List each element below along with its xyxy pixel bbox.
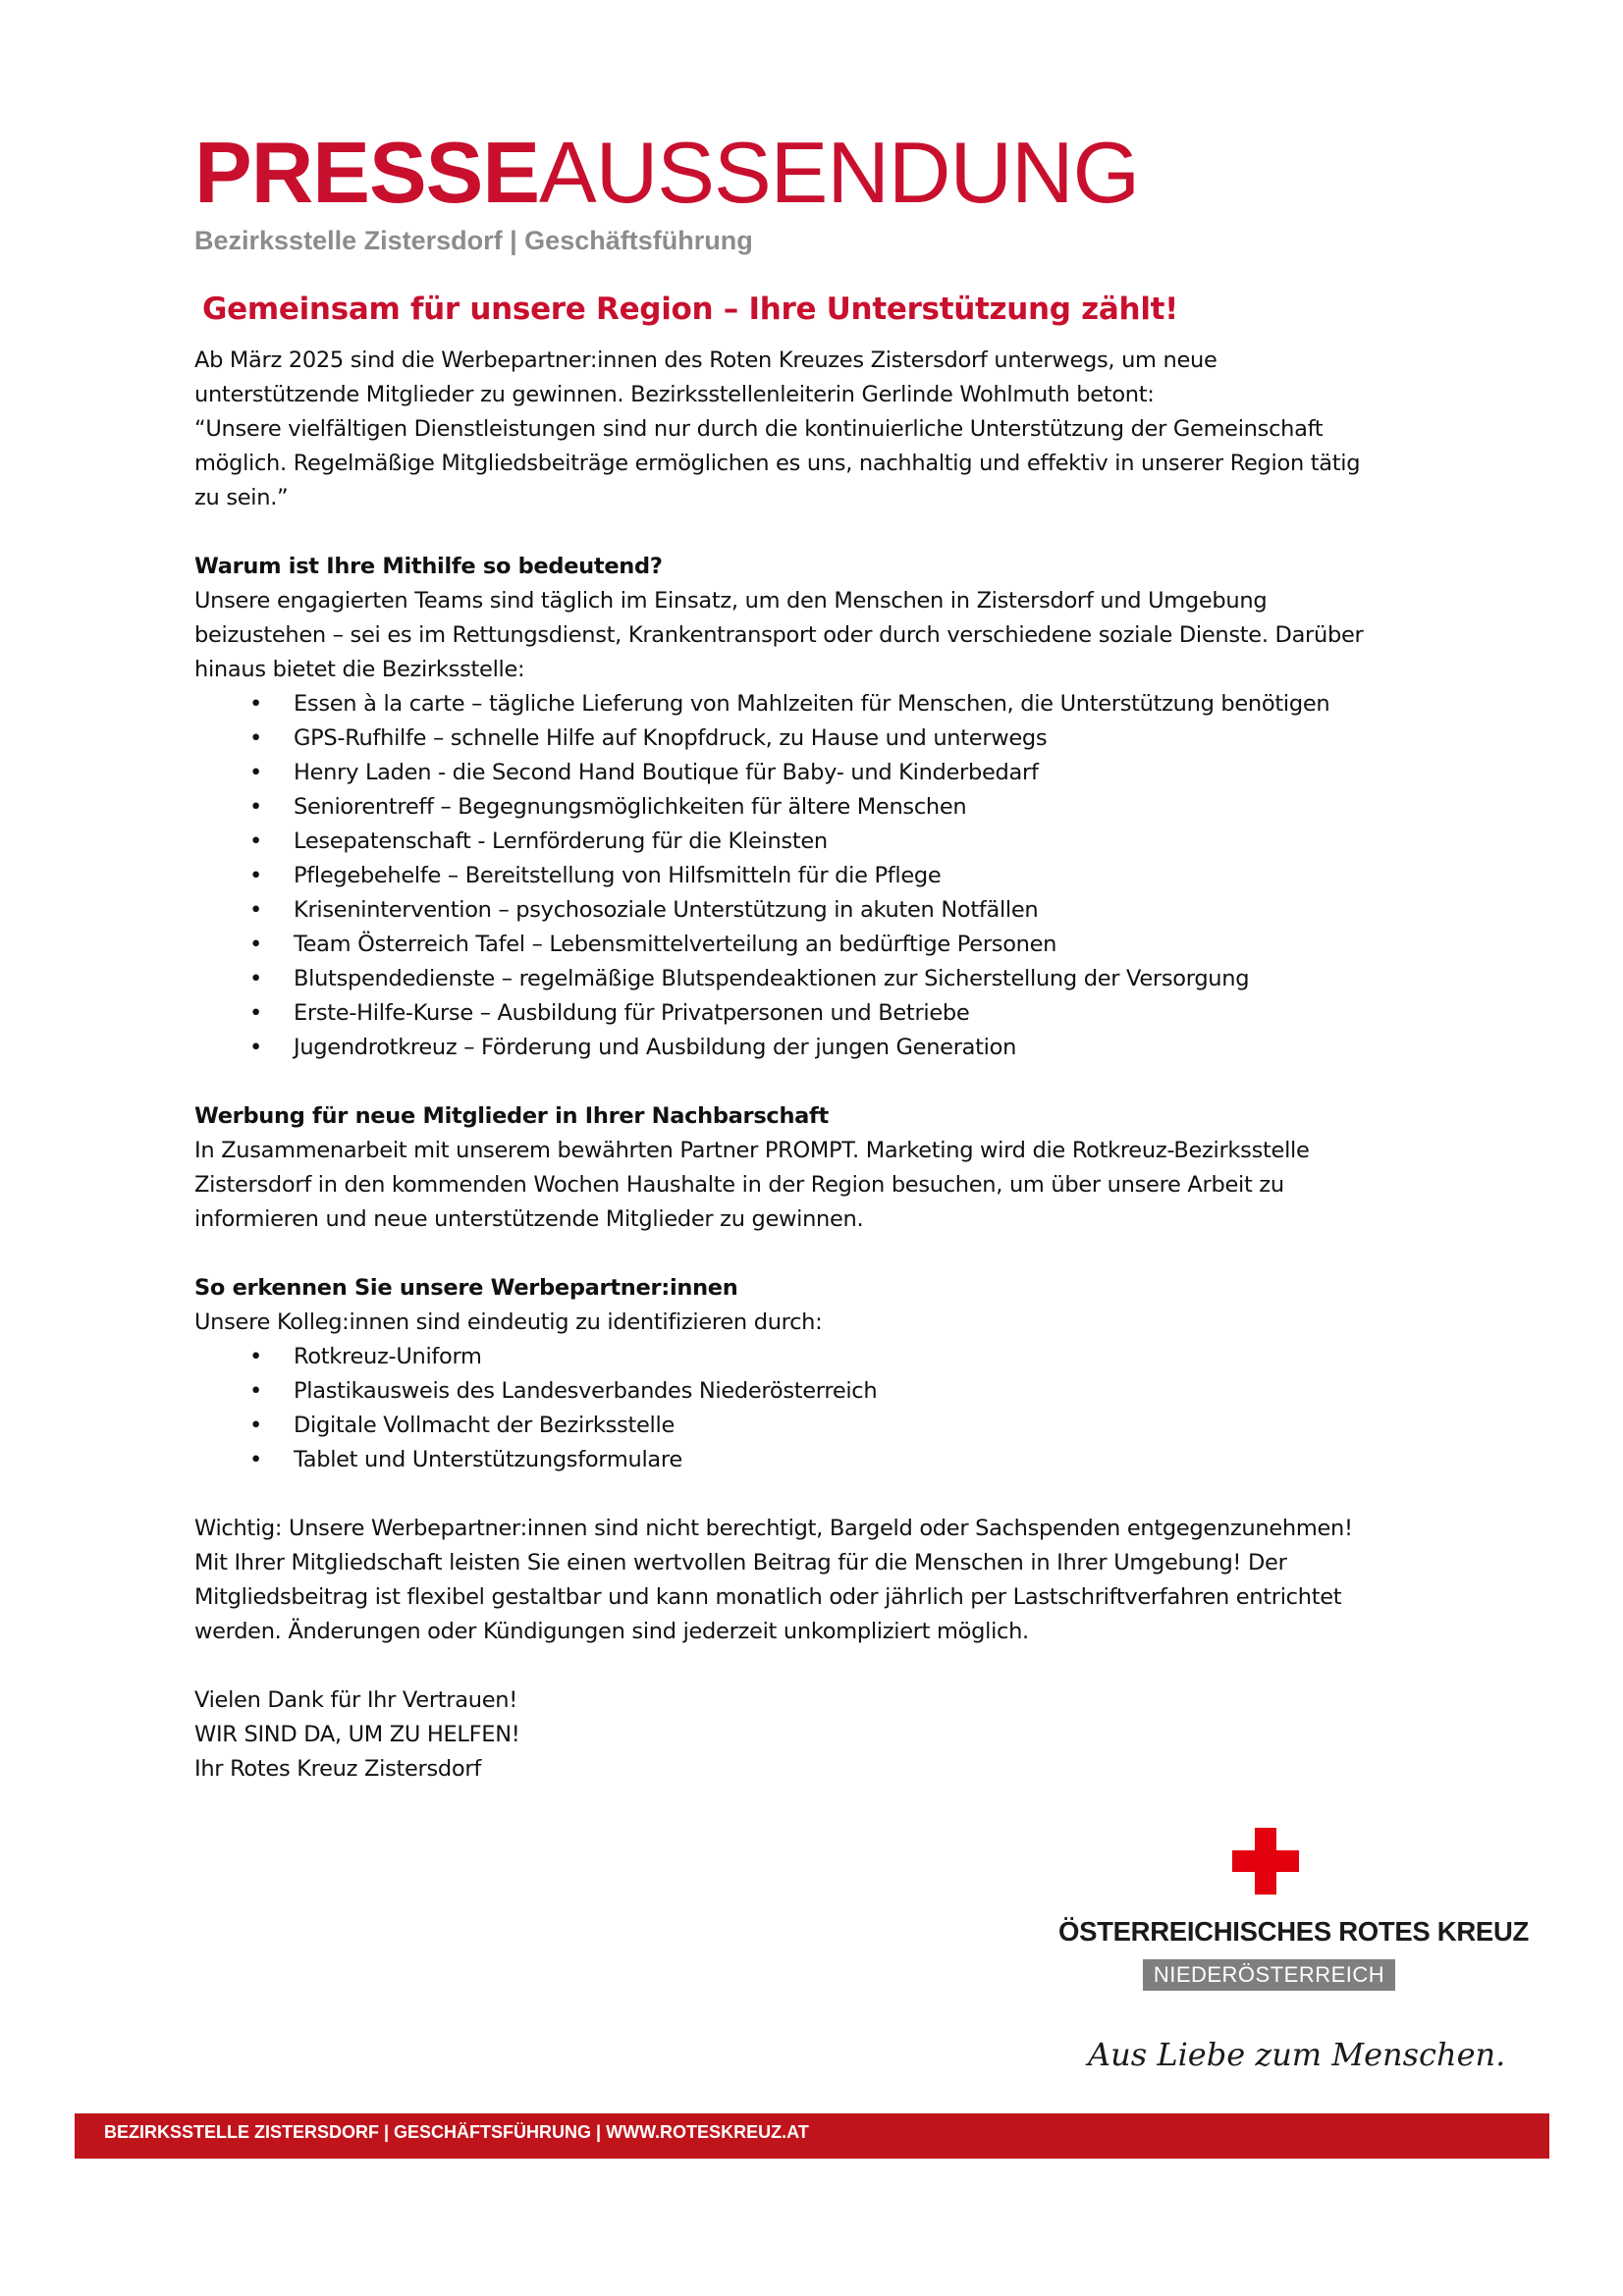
bullet-icon: • [249, 1378, 262, 1404]
list-item [194, 721, 1461, 756]
text-line: Unsere engagierten Teams sind täglich im Einsatz, um den Menschen in Zistersdorf und Umgebung [194, 588, 1268, 614]
list-item-text: Pflegebehelfe – Bereitstellung von Hilfsmitteln für die Pflege [294, 863, 942, 888]
text-line: zu sein.” [194, 485, 289, 510]
text-line: Unsere Kolleg:innen sind eindeutig zu identifizieren durch: [194, 1309, 823, 1335]
slogan: Aus Liebe zum Menschen. [1088, 2036, 1506, 2073]
text-line: Vielen Dank für Ihr Vertrauen! [194, 1687, 517, 1713]
bullet-icon: • [249, 1344, 262, 1369]
list-item-text: Blutspendedienste – regelmäßige Blutspendeaktionen zur Sicherstellung der Versorgung [294, 966, 1250, 991]
footer-bar [75, 2113, 1549, 2159]
list-item-text: Plastikausweis des Landesverbandes Niederösterreich [294, 1378, 878, 1404]
title-light: AUSSENDUNG [539, 124, 1140, 221]
closing-paragraph [194, 1683, 1461, 1787]
list-item-text: GPS-Rufhilfe – schnelle Hilfe auf Knopfdruck, zu Hause und unterwegs [294, 725, 1048, 751]
list-item [194, 1409, 1461, 1443]
list-item [194, 756, 1461, 790]
section-importance [194, 550, 1461, 1065]
text-line: hinaus bietet die Bezirksstelle: [194, 657, 525, 682]
bullet-icon: • [249, 691, 262, 717]
bullet-icon: • [249, 932, 262, 957]
footer-text: BEZIRKSSTELLE ZISTERSDORF | GESCHÄFTSFÜHRUNG | WWW.ROTESKREUZ.AT [104, 2122, 809, 2142]
list-item [194, 1031, 1461, 1065]
list-item [194, 1374, 1461, 1409]
list-item [194, 928, 1461, 962]
list-item [194, 825, 1461, 859]
text-line: Ihr Rotes Kreuz Zistersdorf [194, 1756, 481, 1782]
text-line: informieren und neue unterstützende Mitglieder zu gewinnen. [194, 1206, 864, 1232]
text-line: beizustehen – sei es im Rettungsdienst, Krankentransport oder durch verschiedene soziale Dienste. Darüber [194, 622, 1364, 648]
intro-paragraph [194, 344, 1461, 515]
list-item [194, 790, 1461, 825]
section-recruitment [194, 1099, 1461, 1237]
text-line: Zistersdorf in den kommenden Wochen Haushalte in der Region besuchen, um über unsere Arbeit zu [194, 1172, 1284, 1198]
title-bold: PRESSE [194, 124, 540, 221]
bullet-icon: • [249, 1447, 262, 1472]
organization-name: ÖSTERREICHISCHES ROTES KREUZ [1058, 1916, 1530, 1947]
bullet-icon: • [249, 863, 262, 888]
list-item-text: Tablet und Unterstützungsformulare [294, 1447, 682, 1472]
list-item-text: Lesepatenschaft - Lernförderung für die Kleinsten [294, 828, 828, 854]
section-heading: Warum ist Ihre Mithilfe so bedeutend? [194, 554, 663, 579]
bullet-icon: • [249, 794, 262, 820]
region-badge: NIEDERÖSTERREICH [1143, 1959, 1395, 1991]
press-headline: Gemeinsam für unsere Region – Ihre Unterstützung zählt! [202, 292, 1178, 327]
list-item [194, 962, 1461, 996]
identification-list [194, 1340, 1461, 1477]
list-item-text: Erste-Hilfe-Kurse – Ausbildung für Privatpersonen und Betriebe [294, 1000, 970, 1026]
bullet-icon: • [249, 828, 262, 854]
bullet-icon: • [249, 1413, 262, 1438]
notice-paragraph [194, 1512, 1461, 1649]
bullet-icon: • [249, 897, 262, 923]
list-item-text: Essen à la carte – tägliche Lieferung von Mahlzeiten für Menschen, die Unterstützung benötigen [294, 691, 1330, 717]
text-line: “Unsere vielfältigen Dienstleistungen sind nur durch die kontinuierliche Unterstützung der Gemeinschaft [194, 416, 1324, 442]
list-item-text: Rotkreuz-Uniform [294, 1344, 482, 1369]
bullet-icon: • [249, 725, 262, 751]
list-item [194, 893, 1461, 928]
section-identification [194, 1271, 1461, 1477]
list-item-text: Henry Laden - die Second Hand Boutique für Baby- und Kinderbedarf [294, 760, 1039, 785]
list-item-text: Krisenintervention – psychosoziale Unterstützung in akuten Notfällen [294, 897, 1039, 923]
list-item [194, 687, 1461, 721]
services-list [194, 687, 1461, 1065]
bullet-icon: • [249, 760, 262, 785]
text-line: werden. Änderungen oder Kündigungen sind jederzeit unkompliziert möglich. [194, 1619, 1029, 1644]
text-line: Mit Ihrer Mitgliedschaft leisten Sie einen wertvollen Beitrag für die Menschen in Ihrer Umgebung! Der [194, 1550, 1287, 1575]
list-item [194, 859, 1461, 893]
text-line: In Zusammenarbeit mit unserem bewährten Partner PROMPT. Marketing wird die Rotkreuz-Bezirksstelle [194, 1138, 1310, 1163]
bullet-icon: • [249, 966, 262, 991]
document-subtitle: Bezirksstelle Zistersdorf | Geschäftsführung [194, 226, 753, 255]
list-item-text: Digitale Vollmacht der Bezirksstelle [294, 1413, 675, 1438]
text-line: Wichtig: Unsere Werbepartner:innen sind nicht berechtigt, Bargeld oder Sachspenden entgegenzunehmen! [194, 1516, 1353, 1541]
bullet-icon: • [249, 1035, 262, 1060]
section-heading: Werbung für neue Mitglieder in Ihrer Nachbarschaft [194, 1103, 829, 1129]
list-item [194, 1340, 1461, 1374]
document-body [194, 344, 1461, 1787]
text-line: WIR SIND DA, UM ZU HELFEN! [194, 1722, 520, 1747]
bullet-icon: • [249, 1000, 262, 1026]
list-item-text: Seniorentreff – Begegnungsmöglichkeiten für ältere Menschen [294, 794, 967, 820]
list-item-text: Jugendrotkreuz – Förderung und Ausbildung der jungen Generation [294, 1035, 1017, 1060]
text-line: möglich. Regelmäßige Mitgliedsbeiträge ermöglichen es uns, nachhaltig und effektiv in unserer Region tätig [194, 451, 1361, 476]
red-cross-icon [1232, 1828, 1299, 1895]
list-item-text: Team Österreich Tafel – Lebensmittelverteilung an bedürftige Personen [294, 932, 1057, 957]
text-line: Mitgliedsbeitrag ist flexibel gestaltbar und kann monatlich oder jährlich per Lastschriftverfahren entrichtet [194, 1584, 1342, 1610]
section-heading: So erkennen Sie unsere Werbepartner:innen [194, 1275, 738, 1301]
text-line: Ab März 2025 sind die Werbepartner:innen des Roten Kreuzes Zistersdorf unterwegs, um neue [194, 347, 1217, 373]
document-title [194, 126, 1139, 220]
list-item [194, 996, 1461, 1031]
list-item [194, 1443, 1461, 1477]
document-header [194, 126, 1139, 256]
text-line: unterstützende Mitglieder zu gewinnen. Bezirksstellenleiterin Gerlinde Wohlmuth betont: [194, 382, 1155, 407]
